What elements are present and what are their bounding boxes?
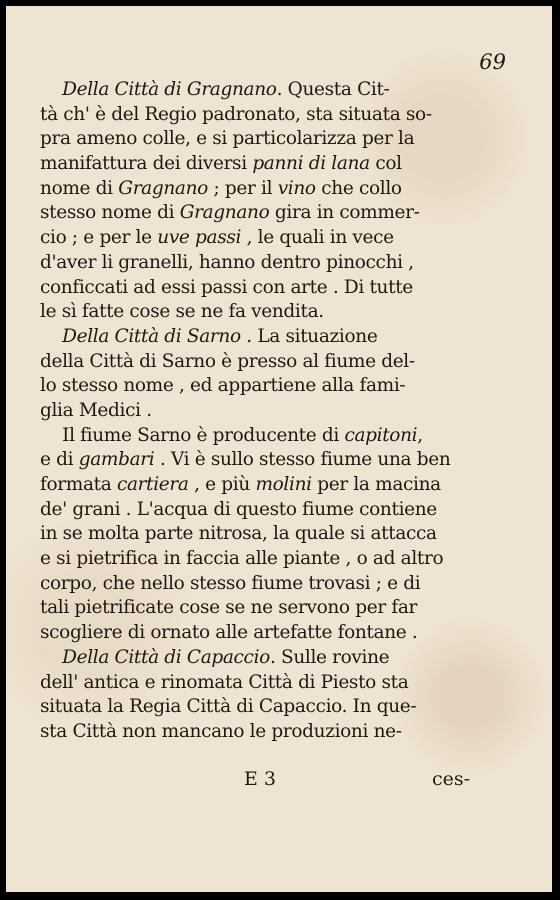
text-segment: le sì fatte cose se ne fa vendita. bbox=[40, 301, 324, 323]
text-segment: glia Medici . bbox=[40, 399, 152, 421]
text-segment: col bbox=[369, 153, 402, 175]
page-number: 69 bbox=[479, 50, 506, 74]
text-segment: tà ch' è del Regio padronato, sta situata so- bbox=[40, 103, 432, 125]
text-segment: . Sulle rovine bbox=[269, 646, 390, 668]
italic-segment: uve passi bbox=[157, 227, 242, 249]
text-segment: ; per il bbox=[207, 177, 278, 199]
text-segment: pra ameno colle, e si particolarizza per la bbox=[40, 128, 415, 150]
italic-segment: Gragnano bbox=[179, 202, 270, 224]
text-segment: dell' antica e rinomata Città di Piesto sta bbox=[40, 671, 409, 693]
text-line bbox=[40, 695, 518, 720]
text-line bbox=[40, 621, 518, 646]
italic-segment: panni di lana bbox=[252, 153, 370, 175]
text-line bbox=[40, 671, 518, 696]
text-segment: tali pietrificate cose se ne servono per far bbox=[40, 597, 418, 619]
italic-segment: gambari bbox=[78, 449, 155, 471]
text-line bbox=[40, 473, 518, 498]
text-line bbox=[40, 78, 518, 103]
text-segment: gira in commer- bbox=[269, 202, 420, 224]
italic-segment: cartiera bbox=[116, 474, 189, 495]
text-segment: per la macina bbox=[311, 474, 441, 495]
text-line bbox=[40, 152, 518, 177]
text-segment: che collo bbox=[315, 177, 402, 199]
italic-segment: vino bbox=[277, 177, 316, 199]
text-line bbox=[40, 374, 518, 399]
text-line bbox=[40, 448, 518, 473]
text-line bbox=[40, 226, 518, 251]
text-segment: scogliere di ornato alle artefatte fontane . bbox=[40, 622, 418, 644]
text-line bbox=[40, 127, 518, 152]
text-line bbox=[40, 646, 518, 671]
italic-segment: Della Città di Sarno bbox=[62, 325, 241, 347]
text-line bbox=[40, 596, 518, 621]
page-footer bbox=[6, 768, 552, 798]
text-segment: d'aver li granelli, hanno dentro pinocchi , bbox=[40, 251, 414, 273]
text-segment: della Città di Sarno è presso al fiume del- bbox=[40, 350, 415, 372]
text-segment: stesso nome di bbox=[40, 202, 180, 224]
italic-segment: capitoni bbox=[344, 424, 418, 446]
italic-segment: Gragnano bbox=[118, 177, 208, 199]
text-segment bbox=[40, 79, 62, 100]
text-segment: . Questa Cit- bbox=[276, 79, 390, 100]
text-line bbox=[40, 547, 518, 572]
text-segment: conficcati ad essi passi con arte . Di tutte bbox=[40, 276, 413, 298]
text-segment: cio ; e per le bbox=[40, 227, 158, 249]
text-line bbox=[40, 350, 518, 375]
text-segment: formata bbox=[40, 474, 117, 495]
text-segment: . La situazione bbox=[240, 325, 378, 347]
text-line bbox=[40, 522, 518, 547]
text-segment: . Vi è sullo stesso fiume una ben bbox=[154, 449, 451, 471]
text-line bbox=[40, 201, 518, 226]
italic-segment: Della Città di Gragnano bbox=[62, 79, 277, 100]
text-segment: manifattura dei diversi bbox=[40, 153, 253, 175]
page-text bbox=[40, 78, 518, 745]
italic-segment: molini bbox=[255, 474, 312, 495]
text-line bbox=[40, 276, 518, 301]
text-line bbox=[40, 300, 518, 325]
text-segment bbox=[40, 326, 62, 347]
text-line bbox=[40, 325, 518, 350]
text-line bbox=[40, 399, 518, 424]
text-segment: , le quali in vece bbox=[241, 227, 394, 249]
text-line bbox=[40, 424, 518, 449]
signature-mark: E 3 bbox=[244, 768, 276, 790]
text-segment: lo stesso nome , ed appartiene alla fami- bbox=[40, 375, 406, 397]
text-segment bbox=[40, 647, 62, 668]
text-line bbox=[40, 251, 518, 276]
book-page bbox=[6, 6, 552, 892]
text-line bbox=[40, 498, 518, 523]
text-segment: sta Città non mancano le produzioni ne- bbox=[40, 720, 402, 742]
text-line bbox=[40, 572, 518, 597]
italic-segment: Della Città di Capaccio bbox=[62, 646, 270, 668]
text-line bbox=[40, 177, 518, 202]
text-segment: , e più bbox=[188, 474, 256, 495]
catchword: ces- bbox=[432, 768, 471, 790]
text-segment: in se molta parte nitrosa, la quale si attacca bbox=[40, 523, 437, 545]
text-segment: de' grani . L'acqua di questo fiume contiene bbox=[40, 498, 437, 520]
text-segment: corpo, che nello stesso fiume trovasi ; e di bbox=[40, 572, 421, 594]
text-segment: e di bbox=[40, 449, 79, 471]
text-segment: Il fiume Sarno è producente di bbox=[40, 424, 345, 446]
text-line bbox=[40, 103, 518, 128]
text-segment: nome di bbox=[40, 177, 119, 199]
text-line bbox=[40, 720, 518, 745]
text-segment: situata la Regia Città di Capaccio. In que- bbox=[40, 696, 417, 718]
text-segment: , bbox=[417, 424, 423, 446]
text-segment: e si pietrifica in faccia alle piante , o ad altro bbox=[40, 548, 444, 570]
